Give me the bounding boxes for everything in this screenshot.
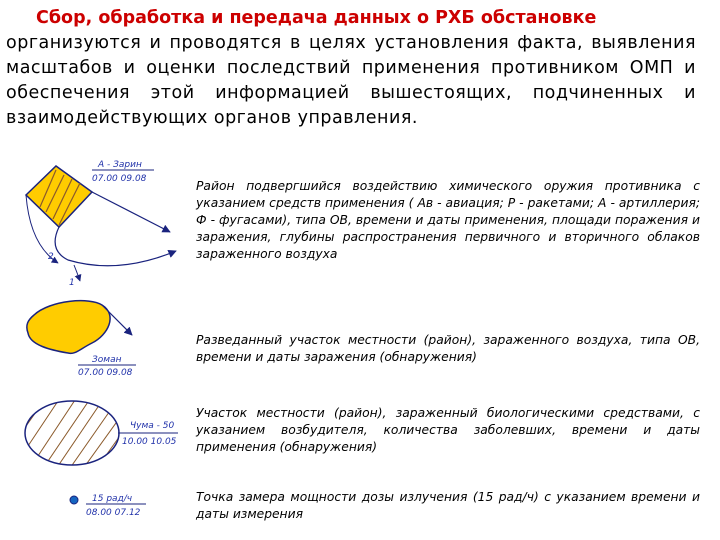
item2-description: Разведанный участок местности (район), зараженного воздуха, типа ОВ, времени и даты заражения (обнаружения) bbox=[196, 333, 700, 364]
item1-description: Район подвергшийся воздействию химического оружия противника с указанием средств применения ( Ав - авиация; Р - ракетами; А - артиллерия; Ф - фугасами), типа ОВ, времени и даты применения, площади поражения и заражения, глубины распространения первичного и вторичного облаков зараженного воздуха bbox=[196, 179, 700, 261]
item1-marker-1: 1 bbox=[69, 278, 75, 288]
page-title: Сбор, обработка и передача данных о РХБ обстановке bbox=[36, 8, 597, 28]
item1-label-top: А - Зарин bbox=[98, 160, 142, 170]
item3-label-top: Чума - 50 bbox=[130, 421, 175, 431]
item3-label-bottom: 10.00 10.05 bbox=[122, 437, 177, 447]
item4-label-top: 15 рад/ч bbox=[92, 494, 133, 504]
item4-description: Точка замера мощности дозы излучения (15 рад/ч) с указанием времени и даты измерения bbox=[196, 490, 700, 521]
item4-label-bottom: 08.00 07.12 bbox=[86, 508, 141, 518]
item2-label-top: Зоман bbox=[92, 355, 122, 365]
chemical-attack-symbol bbox=[18, 155, 188, 290]
item1-marker-2: 2 bbox=[48, 252, 54, 262]
item1-label-bottom: 07.00 09.08 bbox=[92, 174, 147, 184]
intro-paragraph: организуются и проводятся в целях установления факта, выявления масштабов и оценки последствий применения противником ОМП и обеспечения этой информацией вышестоящих, подчиненных и взаимодействующих органов управления. bbox=[6, 33, 696, 128]
contaminated-area-symbol bbox=[20, 295, 190, 385]
biological-area-symbol bbox=[22, 395, 192, 485]
radiation-point-symbol bbox=[60, 480, 170, 525]
item2-label-bottom: 07.00 09.08 bbox=[78, 368, 133, 378]
item3-description: Участок местности (район), зараженный биологическими средствами, с указанием возбудителя, количества заболевших, времени и даты применения (обнаружения) bbox=[196, 406, 700, 454]
